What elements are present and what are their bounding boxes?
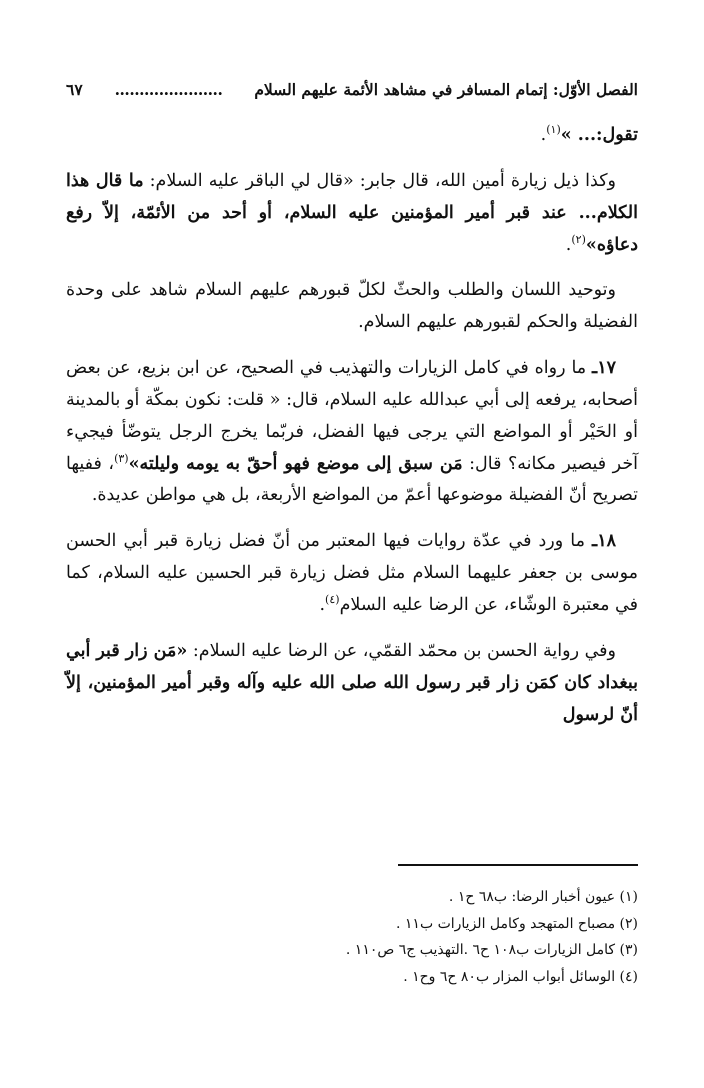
paragraph-text: وتوحيد اللسان والطلب والحثّ لكلّ قبورهم عليهم السلام شاهد على وحدة الفضيلة والحكم لقبورهم عليهم السلام. [66, 280, 638, 333]
main-text [66, 120, 638, 745]
footnotes [66, 884, 638, 990]
leader-dots: ...................... [114, 80, 223, 99]
numbered-paragraph [66, 353, 638, 512]
quote-ending: تقول:... » [560, 125, 638, 145]
item-number: ١٧ـ [592, 358, 616, 379]
footnote-divider [398, 864, 638, 866]
footnote: (٢) مصباح المتهجد وكامل الزيارات ب١١ . [396, 915, 638, 932]
item-number: ١٨ـ [592, 531, 616, 552]
paragraph-text: ، ففيها تصريح أنّ الفضيلة موضوعها أعمّ من المواضع الأربعة، بل هي مواطن عديدة. [66, 453, 638, 506]
paragraph-text: وكذا ذيل زيارة أمين الله، قال جابر: «قال لي الباقر عليه السلام: [143, 170, 616, 191]
paragraph-text: ما ورد في عدّة روايات فيها المعتبر من أنّ فضل زيارة قبر أبي الحسن موسى بن جعفر عليهما السلام مثل فضل زيارة قبر الحسين عليه السلام، كما في معتبرة الوشّاء، عن الرضا عليه السلام [66, 531, 638, 615]
chapter-title: الفصل الأوّل: إتمام المسافر في مشاهد الأئمة عليهم السلام [254, 80, 638, 99]
footnote-ref: (٣) [114, 451, 129, 465]
footnote-ref: (٤) [325, 593, 340, 607]
paragraph-text: ما رواه في كامل الزيارات والتهذيب في الصحيح، عن ابن بزيع، عن بعض أصحابه، يرفعه إلى أبي عبدالله عليه السلام، قال: « قلت: نكون بمكّة أو بالمدينة أو الحَيْر أو المواضع التي يرجى فيها الفضل، فربّما يخرج الرجل يتوضّأ فيجيء آخر فيصير مكانه؟ قال: [66, 358, 638, 474]
paragraph-text: وفي رواية الحسن بن محمّد القمّي، عن الرضا عليه السلام: [187, 640, 616, 661]
paragraph: وكذا ذيل زيارة أمين الله، قال جابر: «قال لي الباقر عليه السلام: ما قال هذا الكلام... عند قبر أمير المؤمنين عليه السلام، أو أحد من الأئمّة، إلاّ رفع دعاؤه»$^{(٢)}$. [66, 170, 638, 255]
hadith-quote: «مَن زار قبر أبي ببغداد كان كمَن زار قبر رسول الله صلى الله عليه وآله وقبر أمير المؤمنين، إلاّ أنّ لرسول [65, 640, 638, 725]
paragraph [66, 636, 638, 732]
hadith-quote: ما قال هذا الكلام... عند قبر أمير المؤمنين عليه السلام، أو أحد من الأئمّة، إلاّ رفع دعاؤه» [66, 170, 638, 255]
paragraph: تقول:... »$^{(١)}$. [540, 123, 638, 145]
running-header [66, 80, 638, 99]
page-number: ٦٧ [66, 80, 83, 99]
footnote: (١) عيون أخبار الرضا: ب٦٨ ح١ . [448, 889, 638, 905]
hadith-quote: مَن سبق إلى موضع فهو أحقّ به يومه وليلته» [128, 453, 463, 474]
paragraph [66, 275, 638, 339]
footnote-ref: (١) [546, 123, 561, 137]
footnote: (٣) كامل الزيارات ب١٠٨ ح٦ .التهذيب ج٦ ص١١٠ . [345, 942, 638, 959]
footnote-ref: (٢) [571, 232, 586, 246]
footnote: (٤) الوسائل أبواب المزار ب٨٠ ح٦ وح١ . [403, 968, 638, 985]
numbered-paragraph: ١٨ـ ما ورد في عدّة روايات فيها المعتبر من أنّ فضل زيارة قبر أبي الحسن موسى بن جعفر عليهما السلام مثل فضل زيارة قبر الحسين عليه السلام، كما في معتبرة الوشّاء، عن الرضا عليه السلام$^{(٤)}$. [66, 531, 638, 615]
